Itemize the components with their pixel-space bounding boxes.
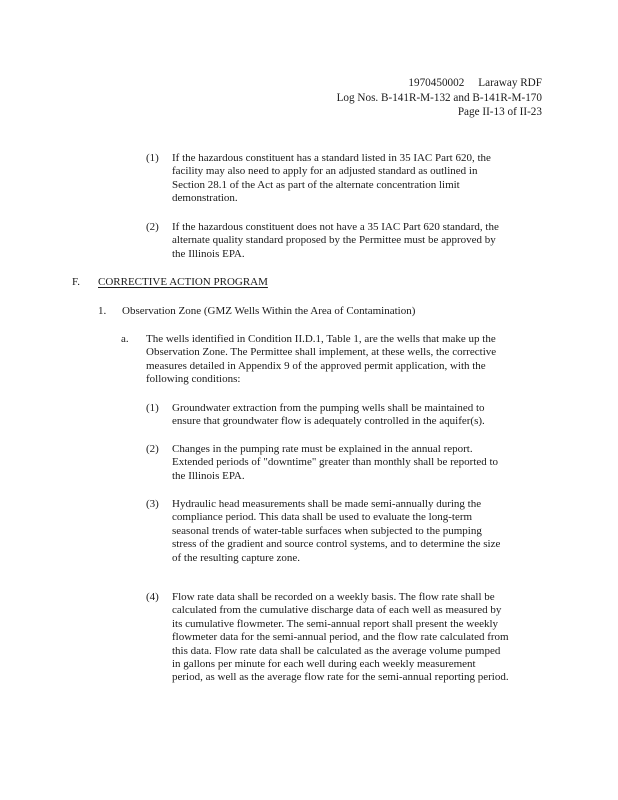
top-item-1-text (172, 152, 546, 206)
section-f-heading (72, 276, 542, 289)
item-1 (98, 305, 538, 318)
top-item-1-number: (1) (146, 152, 159, 164)
item-a-text (146, 333, 551, 387)
top-item-2 (146, 221, 546, 261)
text-line: stress of the gradient and source control systems, and to determine the size (172, 538, 501, 551)
header-log-numbers: Log Nos. B-141R-M-132 and B-141R-M-170 (336, 91, 542, 104)
item-1-number: 1. (98, 305, 107, 317)
text-line: Section 28.1 of the Act as part of the alternate concentration limit (172, 178, 460, 191)
text-line: Groundwater extraction from the pumping wells shall be maintained to (172, 402, 485, 414)
condition-1-number: (1) (146, 402, 159, 414)
condition-3-text (172, 498, 546, 565)
text-line: seasonal trends of water-table surfaces when subjected to the pumping (172, 524, 482, 537)
page-header (337, 76, 542, 120)
text-line: The wells identified in Condition II.D.1, Table 1, are the wells that make up the (146, 333, 496, 345)
condition-1-text (172, 402, 546, 429)
text-line: of the resulting capture zone. (172, 551, 300, 564)
condition-2-number: (2) (146, 443, 159, 455)
text-line: demonstration. (172, 192, 238, 205)
header-facility-id: 1970450002 Laraway RDF (408, 77, 542, 89)
top-item-1 (146, 152, 546, 206)
item-1-text: Observation Zone (GMZ Wells Within the Area of Contamination) (122, 305, 416, 317)
condition-2 (146, 443, 546, 483)
text-line: ensure that groundwater flow is adequately controlled in the aquifer(s). (172, 415, 485, 428)
text-line: the Illinois EPA. (172, 247, 245, 260)
section-f-title: CORRECTIVE ACTION PROGRAM (98, 276, 268, 288)
header-page-number: Page II-13 of II-23 (457, 106, 542, 118)
text-line: Observation Zone. The Permittee shall implement, at these wells, the corrective (146, 346, 497, 359)
text-line: period, as well as the average flow rate for the semi-annual reporting period. (172, 671, 509, 684)
text-line: its cumulative flowmeter. The semi-annual report shall present the weekly (172, 617, 499, 630)
text-line: this data. Flow rate data shall be calculated as the average volume pumped (172, 644, 501, 657)
condition-3 (146, 498, 546, 565)
condition-4-text (172, 591, 550, 685)
text-line: following conditions: (146, 373, 241, 386)
condition-2-text (172, 443, 546, 483)
text-line: Hydraulic head measurements shall be made semi-annually during the (172, 498, 482, 510)
text-line: measures detailed in Appendix 9 of the approved permit application, with the (146, 359, 486, 372)
text-line: flowmeter data for the semi-annual period, and the flow rate calculated from (172, 631, 509, 644)
text-line: alternate quality standard proposed by the Permittee must be approved by (172, 234, 496, 247)
text-line: the Illinois EPA. (172, 469, 245, 482)
item-a-letter: a. (121, 333, 129, 345)
condition-3-number: (3) (146, 498, 159, 510)
top-item-2-text (172, 221, 546, 261)
text-line: in gallons per minute for each well during each weekly measurement (172, 658, 476, 671)
text-line: Changes in the pumping rate must be explained in the annual report. (172, 443, 473, 455)
condition-4-number: (4) (146, 591, 159, 603)
text-line: Extended periods of "downtime" greater than monthly shall be reported to (172, 456, 499, 469)
item-a (121, 333, 551, 387)
top-item-2-number: (2) (146, 221, 159, 233)
text-line: Flow rate data shall be recorded on a weekly basis. The flow rate shall be (172, 591, 495, 603)
text-line: facility may also need to apply for an adjusted standard as outlined in (172, 165, 478, 178)
condition-4 (146, 591, 550, 685)
text-line: compliance period. This data shall be used to evaluate the long-term (172, 511, 473, 524)
condition-1 (146, 402, 546, 429)
section-f-letter: F. (72, 276, 80, 288)
text-line: calculated from the cumulative discharge data of each well as measured by (172, 604, 502, 617)
text-line: If the hazardous constituent has a standard listed in 35 IAC Part 620, the (172, 152, 491, 164)
text-line: If the hazardous constituent does not have a 35 IAC Part 620 standard, the (172, 221, 499, 233)
